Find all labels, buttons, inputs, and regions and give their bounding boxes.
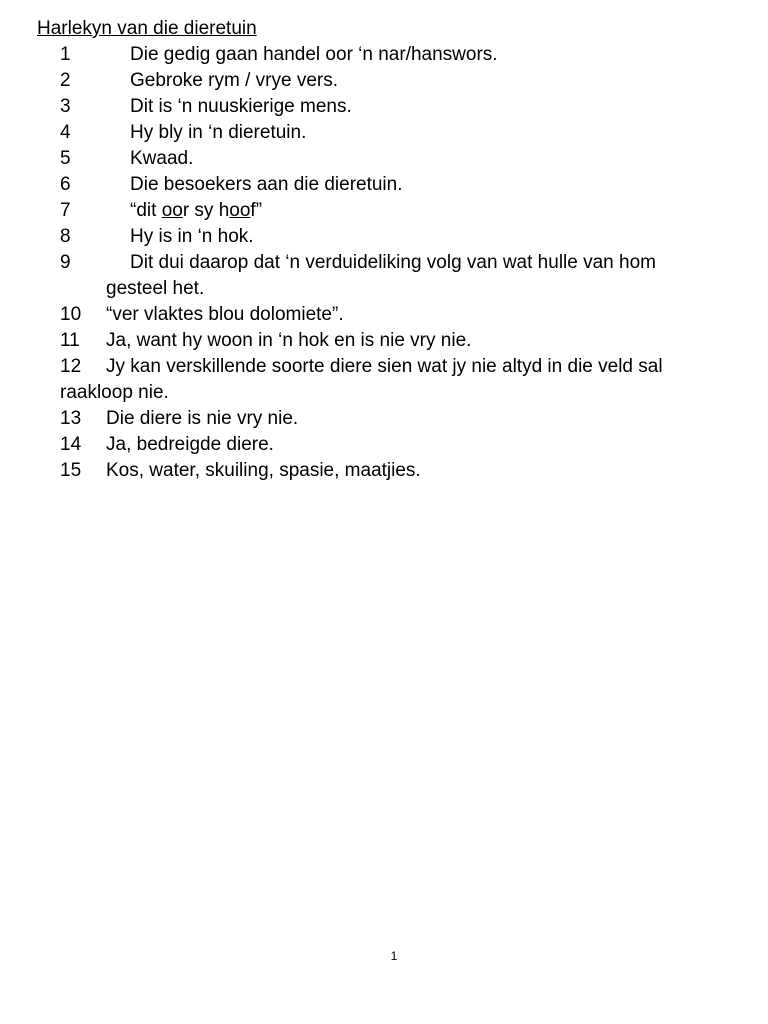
answer-number: 9 (60, 252, 71, 273)
quote-part: f” (250, 200, 263, 221)
answer-number: 5 (60, 148, 71, 169)
answer-text: Kos, water, skuiling, spasie, maatjies. (106, 460, 421, 481)
answer-number: 7 (60, 200, 71, 221)
answer-text: Kwaad. (130, 148, 194, 169)
page-number: 1 (390, 949, 398, 963)
answer-number: 13 (60, 408, 82, 429)
answer-text: Ja, want hy woon in ‘n hok en is nie vry nie. (106, 330, 472, 351)
answer-continuation: raakloop nie. (60, 382, 169, 403)
underlined-vowels: oo (229, 200, 251, 221)
answer-text: Hy bly in ‘n dieretuin. (130, 122, 307, 143)
answer-number: 8 (60, 226, 71, 247)
answer-text: Ja, bedreigde diere. (106, 434, 274, 455)
quote-part: r sy h (182, 200, 230, 221)
answer-text: “ver vlaktes blou dolomiete”. (106, 304, 344, 325)
answer-text (130, 198, 262, 224)
answer-text: Dit dui daarop dat ‘n verduideliking volg van wat hulle van hom (130, 252, 656, 273)
answer-text: Die diere is nie vry nie. (106, 408, 299, 429)
answer-number: 14 (60, 434, 82, 455)
answer-text: Hy is in ‘n hok. (130, 226, 254, 247)
answer-text: Die gedig gaan handel oor ‘n nar/hanswors. (130, 44, 498, 65)
answer-number: 12 (60, 356, 82, 377)
answer-text: Dit is ‘n nuuskierige mens. (130, 96, 352, 117)
document-title: Harlekyn van die dieretuin (37, 18, 257, 39)
answer-number: 3 (60, 96, 71, 117)
answer-text: Die besoekers aan die dieretuin. (130, 174, 403, 195)
answer-number: 10 (60, 304, 82, 325)
answer-number: 4 (60, 122, 71, 143)
underlined-vowels: oo (161, 200, 183, 221)
answer-text: Gebroke rym / vrye vers. (130, 70, 338, 91)
answer-continuation: gesteel het. (106, 278, 205, 299)
answer-number: 1 (60, 44, 71, 65)
answer-number: 2 (60, 70, 71, 91)
quote-part: “dit (130, 200, 162, 221)
answer-number: 15 (60, 460, 82, 481)
answer-text: Jy kan verskillende soorte diere sien wat jy nie altyd in die veld sal (106, 356, 663, 377)
answer-number: 11 (60, 330, 80, 351)
answer-number: 6 (60, 174, 71, 195)
